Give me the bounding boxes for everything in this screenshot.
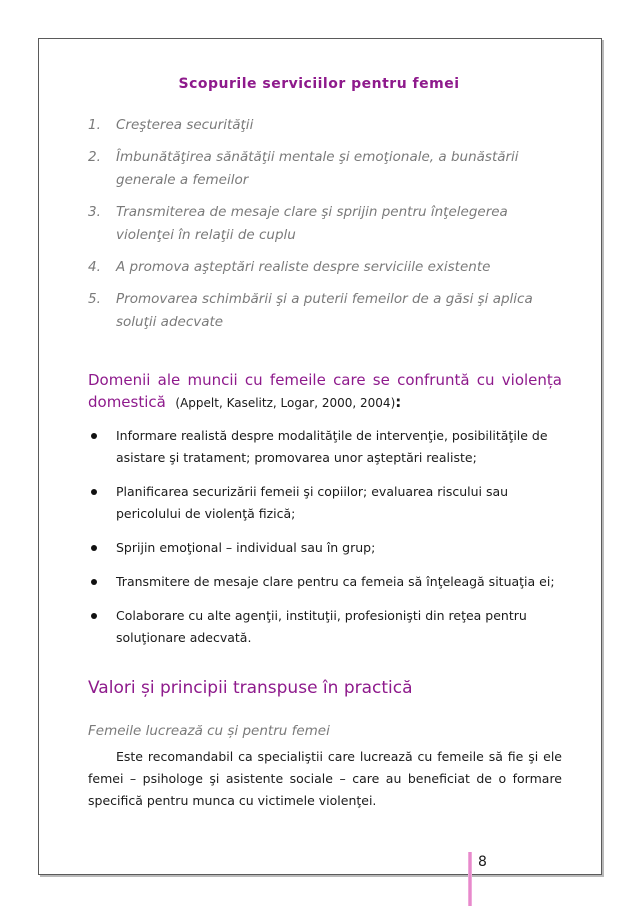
values-heading: Valori și principii transpuse în practică xyxy=(88,678,413,698)
item-text: Promovarea schimbării şi a puterii femeilor de a găsi şi aplica soluţii adecvate xyxy=(116,291,533,330)
item-text: Creşterea securităţii xyxy=(116,117,254,133)
page-title: Scopurile serviciilor pentru femei xyxy=(178,76,460,92)
list-item xyxy=(88,605,558,649)
list-item xyxy=(88,256,558,279)
item-text: Transmiterea de mesaje clare şi sprijin pentru înţelegerea violenţei în relaţii de cuplu xyxy=(116,204,508,243)
item-text: Colaborare cu alte agenţii, instituţii, profesionişti din reţea pentru soluţionare adecvată. xyxy=(116,608,527,645)
item-text: Transmitere de mesaje clare pentru ca femeia să înţeleagă situaţia ei; xyxy=(116,574,555,589)
item-number: 4. xyxy=(88,259,101,275)
heading-colon: : xyxy=(395,393,402,411)
list-item xyxy=(88,146,558,192)
list-item xyxy=(88,571,558,593)
values-paragraph: Este recomandabil ca specialiştii care lucrează cu femeile să fie şi ele femei – psihologe şi asistente sociale – care au beneficiat de o formare specifică pentru munca cu victimele violenţei. xyxy=(88,749,562,808)
values-subheading: Femeile lucrează cu și pentru femei xyxy=(88,723,330,739)
domains-list xyxy=(88,425,558,661)
bullet-icon xyxy=(91,433,97,439)
item-text: Îmbunătăţirea sănătăţii mentale şi emoţionale, a bunăstării generale a femeilor xyxy=(116,149,519,188)
list-item xyxy=(88,288,558,334)
bullet-icon xyxy=(91,613,97,619)
item-number: 1. xyxy=(88,117,101,133)
list-item xyxy=(88,481,558,525)
item-number: 3. xyxy=(88,204,101,220)
item-number: 5. xyxy=(88,291,101,307)
item-text: Planificarea securizării femeii şi copiilor; evaluarea riscului sau pericolului de violenţă fizică; xyxy=(116,484,509,521)
bullet-icon xyxy=(91,579,97,585)
domains-heading xyxy=(88,369,562,414)
item-text: Informare realistă despre modalităţile de intervenţie, posibilităţile de asistare şi tratament; promovarea unor aşteptări realiste; xyxy=(116,428,548,465)
citation: (Appelt, Kaselitz, Logar, 2000, 2004) xyxy=(175,396,396,410)
domains-heading-text: Domenii ale muncii cu femeile care se confruntă cu violența domestică xyxy=(88,371,562,411)
page-number: 8 xyxy=(478,854,487,870)
list-item xyxy=(88,201,558,247)
item-text: Sprijin emoţional – individual sau în grup; xyxy=(116,540,376,555)
item-number: 2. xyxy=(88,149,101,165)
goals-list xyxy=(88,114,558,343)
bullet-icon xyxy=(91,489,97,495)
list-item xyxy=(88,425,558,469)
bullet-icon xyxy=(91,545,97,551)
list-item xyxy=(88,114,558,137)
page-number-bar xyxy=(468,852,472,906)
list-item xyxy=(88,537,558,559)
item-text: A promova aşteptări realiste despre serviciile existente xyxy=(116,259,491,275)
